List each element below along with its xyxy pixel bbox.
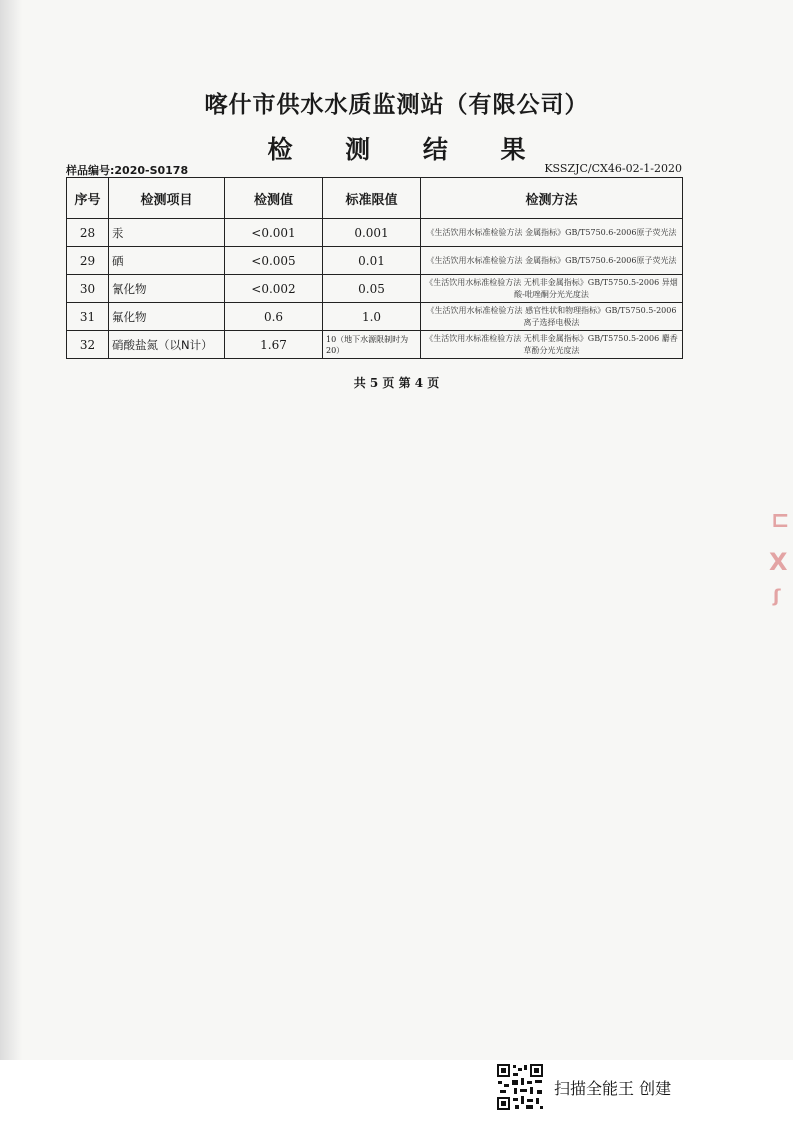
table-row bbox=[67, 331, 683, 359]
org-name: 喀什市供水水质监测站（有限公司） bbox=[204, 92, 589, 118]
table-header-row bbox=[67, 178, 683, 219]
table-row bbox=[67, 303, 683, 331]
table-row bbox=[67, 247, 683, 275]
col-header-limit: 标准限值 bbox=[323, 178, 421, 219]
row-value: 0.6 bbox=[225, 303, 323, 331]
row-item: 硝酸盐氮（以N计） bbox=[109, 331, 225, 359]
col-header-no: 序号 bbox=[67, 178, 109, 219]
row-method: 《生活饮用水标准检验方法 金属指标》GB/T5750.6-2006原子荧光法 bbox=[421, 247, 683, 275]
row-method: 《生活饮用水标准检验方法 无机非金属指标》GB/T5750.5-2006 异烟酸-吡唑酮分光光度法 bbox=[421, 275, 683, 303]
row-method: 《生活饮用水标准检验方法 金属指标》GB/T5750.6-2006原子荧光法 bbox=[421, 219, 683, 247]
row-value: <0.001 bbox=[225, 219, 323, 247]
row-item: 硒 bbox=[109, 247, 225, 275]
qr-code-icon bbox=[496, 1063, 544, 1111]
row-no: 32 bbox=[67, 331, 109, 359]
row-value: <0.002 bbox=[225, 275, 323, 303]
meta-row bbox=[66, 162, 682, 178]
results-table bbox=[66, 177, 683, 359]
row-value: <0.005 bbox=[225, 247, 323, 275]
row-item: 汞 bbox=[109, 219, 225, 247]
row-limit: 1.0 bbox=[323, 303, 421, 331]
row-item: 氰化物 bbox=[109, 275, 225, 303]
col-header-value: 检测值 bbox=[225, 178, 323, 219]
form-code: KSSZJC/CX46-02-1-2020 bbox=[544, 162, 682, 175]
row-no: 31 bbox=[67, 303, 109, 331]
row-limit: 0.01 bbox=[323, 247, 421, 275]
col-header-method: 检测方法 bbox=[421, 178, 683, 219]
page-info: 共 5 页 第 4 页 bbox=[353, 376, 440, 390]
row-no: 30 bbox=[67, 275, 109, 303]
row-limit: 10（地下水源限制时为20） bbox=[323, 331, 421, 359]
scanner-label: 扫描全能王 创建 bbox=[554, 1079, 672, 1098]
sample-number: 样品编号:2020-S0178 bbox=[66, 164, 189, 177]
table-row bbox=[67, 275, 683, 303]
row-value: 1.67 bbox=[225, 331, 323, 359]
row-limit: 0.05 bbox=[323, 275, 421, 303]
row-no: 29 bbox=[67, 247, 109, 275]
row-no: 28 bbox=[67, 219, 109, 247]
col-header-item: 检测项目 bbox=[109, 178, 225, 219]
row-method: 《生活饮用水标准检验方法 感官性状和物理指标》GB/T5750.5-2006 离子选择电极法 bbox=[421, 303, 683, 331]
document-title: 检 测 结 果 bbox=[267, 135, 548, 164]
stamp-edge-mark: ⊏ X ʃ bbox=[769, 508, 790, 607]
row-method: 《生活饮用水标准检验方法 无机非金属指标》GB/T5750.5-2006 麝香草酚分光光度法 bbox=[421, 331, 683, 359]
table-row bbox=[67, 219, 683, 247]
scanner-watermark-strip bbox=[0, 1060, 793, 1122]
row-item: 氟化物 bbox=[109, 303, 225, 331]
row-limit: 0.001 bbox=[323, 219, 421, 247]
